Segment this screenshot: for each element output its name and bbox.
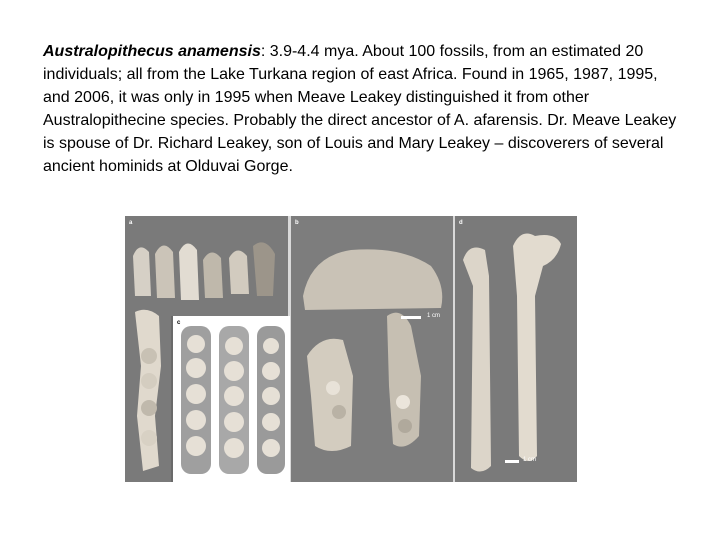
panel-d-letter: d (459, 220, 463, 226)
panel-c (173, 316, 290, 482)
scale-bar-b (401, 316, 421, 319)
panel-b-letter: b (295, 220, 299, 226)
scale-bar-d (505, 460, 519, 463)
fossil-figure (125, 216, 577, 482)
scale-label-d: 1 cm (523, 457, 537, 463)
panel-d-limb-bones (455, 216, 577, 482)
panel-a-letter: a (129, 220, 133, 226)
scale-label-b: 1 cm (427, 313, 441, 319)
species-description: : 3.9-4.4 mya. About 100 fossils, from an estimated 20 individuals; all from the Lake Turkana region of east Africa. Found in 1965, 1987, 1995, and 2006, it was only in 1995 when Meave Leakey distinguished it from other Australopithecine species. Probably the direct ancestor of A. afarensis. Dr. Meave Leakey is spouse of Dr. Richard Leakey, son of Louis and Mary Leakey – discoverers of several ancient hominids at Olduvai Gorge. (43, 43, 677, 175)
slide-text (43, 40, 683, 178)
panel-b-fossils (291, 216, 453, 482)
panel-c-dentitions (173, 316, 290, 482)
panel-c-letter: c (177, 320, 181, 326)
panel-b (291, 216, 453, 482)
species-title: Australopithecus anamensis (43, 43, 261, 60)
panel-d (455, 216, 577, 482)
